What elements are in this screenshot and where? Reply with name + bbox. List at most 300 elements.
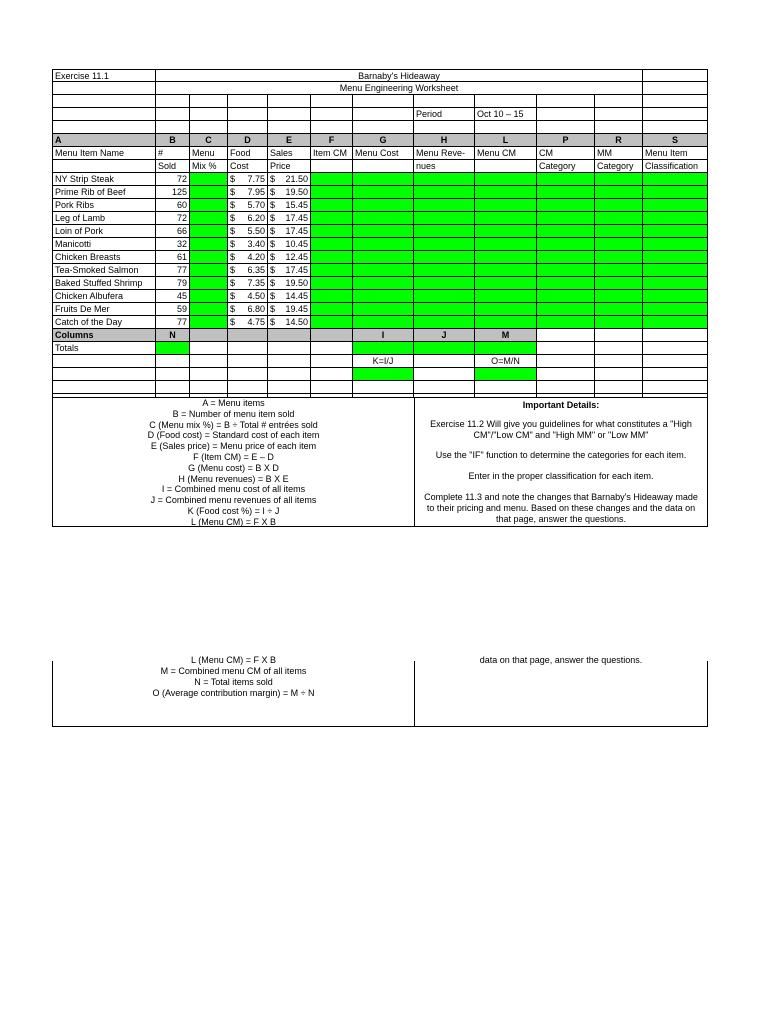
cm-category-cell [537, 199, 595, 212]
mm-category-cell [595, 316, 643, 329]
cell [268, 329, 311, 342]
currency-value: 14.45 [285, 291, 308, 301]
formula-legend-continued [52, 655, 415, 727]
cell [414, 95, 475, 108]
cm-category-cell [537, 186, 595, 199]
currency-symbol: $ [270, 304, 276, 314]
currency-value: 15.45 [285, 200, 308, 210]
currency-symbol: $ [270, 252, 276, 262]
currency-value: 7.75 [247, 174, 265, 184]
item-food-cost [228, 199, 268, 212]
item-cm-cell [311, 277, 353, 290]
menu-item-row [52, 290, 708, 303]
menu-cm-cell [475, 212, 537, 225]
item-cm-cell [311, 316, 353, 329]
item-sales-price [268, 238, 311, 251]
menu-item-row [52, 316, 708, 329]
menu-cm-cell [475, 238, 537, 251]
legend-line: J = Combined menu revenues of all items [150, 495, 317, 506]
cell [595, 368, 643, 381]
item-sold: 79 [156, 277, 190, 290]
menu-revenue-cell [414, 186, 475, 199]
menu-revenue-cell [414, 199, 475, 212]
details-title: Important Details: [522, 400, 600, 410]
cell [190, 342, 228, 355]
column-header: Item CM [311, 147, 353, 160]
cm-category-cell [537, 264, 595, 277]
menu-cm-cell [475, 264, 537, 277]
cell [475, 95, 537, 108]
item-name: Fruits De Mer [52, 303, 156, 316]
column-header [353, 160, 414, 173]
cell [268, 355, 311, 368]
cell [311, 329, 353, 342]
column-header: Classification [643, 160, 708, 173]
currency-symbol: $ [270, 278, 276, 288]
cell [228, 381, 268, 394]
currency-value: 4.20 [247, 252, 265, 262]
classification-cell [643, 277, 708, 290]
classification-cell [643, 316, 708, 329]
column-header: Category [537, 160, 595, 173]
legend-line: O (Average contribution margin) = M ÷ N [152, 687, 315, 698]
column-header: Sales [268, 147, 311, 160]
col-m: M [475, 329, 537, 342]
item-sold: 77 [156, 264, 190, 277]
item-food-cost [228, 277, 268, 290]
currency-value: 6.20 [247, 213, 265, 223]
cell [537, 368, 595, 381]
legend-line: K (Food cost %) = I ÷ J [187, 505, 280, 516]
menu-revenue-cell [414, 264, 475, 277]
columns-label: Columns [52, 329, 156, 342]
cell [156, 121, 190, 134]
menu-item-row [52, 199, 708, 212]
blank-row [52, 95, 708, 108]
columns-row [52, 329, 708, 342]
formula-legend [52, 397, 415, 527]
menu-revenue-cell [414, 277, 475, 290]
menu-item-row [52, 303, 708, 316]
menu-cost-cell [353, 225, 414, 238]
menu-item-row [52, 212, 708, 225]
column-header: nues [414, 160, 475, 173]
menu-mix-cell [190, 251, 228, 264]
currency-symbol: $ [230, 304, 236, 314]
cell [190, 381, 228, 394]
legend-line-clipped: L (Menu CM) = F X B [191, 655, 276, 665]
cell [595, 381, 643, 394]
mm-category-cell [595, 290, 643, 303]
menu-cost-cell [353, 264, 414, 277]
totals-label: Totals [52, 342, 156, 355]
menu-cost-cell [353, 316, 414, 329]
item-food-cost [228, 303, 268, 316]
column-letter: F [311, 134, 353, 147]
column-header: Menu Item Name [52, 147, 156, 160]
cell [353, 108, 414, 121]
period-value: Oct 10 – 15 [475, 108, 537, 121]
column-header: Menu Cost [353, 147, 414, 160]
cell [268, 368, 311, 381]
item-cm-cell [311, 186, 353, 199]
menu-item-row [52, 264, 708, 277]
column-header: Category [595, 160, 643, 173]
menu-mix-cell [190, 238, 228, 251]
item-sales-price [268, 264, 311, 277]
currency-value: 21.50 [285, 174, 308, 184]
menu-cost-cell [353, 290, 414, 303]
menu-item-row [52, 186, 708, 199]
currency-symbol: $ [270, 291, 276, 301]
cell [156, 108, 190, 121]
currency-value: 10.45 [285, 239, 308, 249]
cell [595, 95, 643, 108]
cell [311, 121, 353, 134]
cell [156, 95, 190, 108]
classification-cell [643, 251, 708, 264]
item-sales-price [268, 212, 311, 225]
cell [52, 121, 156, 134]
menu-revenue-cell [414, 173, 475, 186]
menu-mix-cell [190, 173, 228, 186]
important-details-continued [414, 655, 708, 727]
column-letter: G [353, 134, 414, 147]
item-food-cost [228, 173, 268, 186]
menu-cost-cell [353, 199, 414, 212]
cell [643, 342, 708, 355]
currency-symbol: $ [230, 187, 236, 197]
menu-mix-cell [190, 316, 228, 329]
currency-symbol: $ [270, 265, 276, 275]
cm-category-cell [537, 173, 595, 186]
details-paragraph-2: Use the "IF" function to determine the categories for each item. [435, 450, 687, 461]
classification-cell [643, 199, 708, 212]
cell [190, 355, 228, 368]
column-letter: C [190, 134, 228, 147]
currency-value: 19.45 [285, 304, 308, 314]
cell [643, 355, 708, 368]
column-header: Menu Item [643, 147, 708, 160]
currency-value: 17.45 [285, 213, 308, 223]
legend-line: L (Menu CM) = F X B [191, 516, 276, 527]
menu-cost-cell [353, 303, 414, 316]
item-cm-cell [311, 290, 353, 303]
menu-cost-cell [353, 212, 414, 225]
cell [52, 82, 156, 95]
currency-symbol: $ [270, 226, 276, 236]
column-header [311, 160, 353, 173]
item-name: Tea-Smoked Salmon [52, 264, 156, 277]
formula-result-row [52, 368, 708, 381]
column-letter: P [537, 134, 595, 147]
cm-category-cell [537, 316, 595, 329]
period-label: Period [414, 108, 475, 121]
item-sales-price [268, 316, 311, 329]
menu-mix-cell [190, 199, 228, 212]
column-header [52, 160, 156, 173]
legend-line: E (Sales price) = Menu price of each item [150, 441, 317, 452]
menu-cm-cell [475, 225, 537, 238]
menu-item-row [52, 225, 708, 238]
item-sales-price [268, 225, 311, 238]
cell [268, 108, 311, 121]
totals-row [52, 342, 708, 355]
currency-value: 4.50 [247, 291, 265, 301]
legend-line: H (Menu revenues) = B X E [178, 473, 289, 484]
item-cm-cell [311, 212, 353, 225]
currency-value: 17.45 [285, 265, 308, 275]
cell [228, 368, 268, 381]
worksheet-subtitle: Menu Engineering Worksheet [156, 82, 643, 95]
column-letter: R [595, 134, 643, 147]
menu-cm-cell [475, 316, 537, 329]
menu-revenue-cell [414, 303, 475, 316]
menu-cost-cell [353, 251, 414, 264]
total-revenue-cell [414, 342, 475, 355]
currency-symbol: $ [270, 200, 276, 210]
cell [643, 69, 708, 82]
column-letter: H [414, 134, 475, 147]
cell [537, 381, 595, 394]
item-food-cost [228, 225, 268, 238]
cell [228, 329, 268, 342]
item-sold: 66 [156, 225, 190, 238]
menu-revenue-cell [414, 212, 475, 225]
cm-category-cell [537, 238, 595, 251]
classification-cell [643, 212, 708, 225]
details-paragraph-4: Complete 11.3 and note the changes that Barnaby's Hideaway made to their pricing and menu. Based on these changes and the data on that page, answer the questions. [424, 491, 698, 524]
cell [595, 355, 643, 368]
menu-revenue-cell [414, 290, 475, 303]
legend-line: M = Combined menu CM of all items [160, 666, 307, 676]
menu-cost-cell [353, 173, 414, 186]
cell [537, 329, 595, 342]
column-header-row-1 [52, 147, 708, 160]
menu-revenue-cell [414, 251, 475, 264]
mm-category-cell [595, 173, 643, 186]
item-name: Baked Stuffed Shrimp [52, 277, 156, 290]
column-letter: E [268, 134, 311, 147]
currency-symbol: $ [230, 200, 236, 210]
cm-category-cell [537, 225, 595, 238]
currency-value: 5.50 [247, 226, 265, 236]
currency-symbol: $ [230, 265, 236, 275]
item-cm-cell [311, 173, 353, 186]
cell [414, 368, 475, 381]
cell [228, 121, 268, 134]
cell [268, 95, 311, 108]
item-cm-cell [311, 251, 353, 264]
cell [311, 381, 353, 394]
column-header: Cost [228, 160, 268, 173]
column-header: CM [537, 147, 595, 160]
item-name: Catch of the Day [52, 316, 156, 329]
cell [52, 95, 156, 108]
total-cm-cell [475, 342, 537, 355]
cell [228, 95, 268, 108]
legend-line: B = Number of menu item sold [172, 408, 295, 419]
classification-cell [643, 225, 708, 238]
menu-cm-cell [475, 173, 537, 186]
cell [52, 355, 156, 368]
cell [537, 342, 595, 355]
menu-mix-cell [190, 290, 228, 303]
column-letter: B [156, 134, 190, 147]
cell [190, 95, 228, 108]
currency-symbol: $ [230, 226, 236, 236]
legend-line: I = Combined menu cost of all items [161, 484, 306, 495]
o-formula: O=M/N [475, 355, 537, 368]
blank-row [52, 121, 708, 134]
formula-label-row [52, 355, 708, 368]
currency-value: 14.50 [285, 317, 308, 327]
col-j: J [414, 329, 475, 342]
menu-cost-cell [353, 186, 414, 199]
currency-value: 5.70 [247, 200, 265, 210]
legend-line: G (Menu cost) = B X D [188, 462, 279, 473]
currency-value: 4.75 [247, 317, 265, 327]
column-letter: D [228, 134, 268, 147]
item-sales-price [268, 173, 311, 186]
mm-category-cell [595, 264, 643, 277]
cell [414, 121, 475, 134]
cell [353, 381, 414, 394]
cell [190, 368, 228, 381]
item-sales-price [268, 277, 311, 290]
cell [595, 342, 643, 355]
cm-category-cell [537, 277, 595, 290]
currency-value: 6.35 [247, 265, 265, 275]
average-cm-cell [475, 368, 537, 381]
total-menu-cost-cell [353, 342, 414, 355]
menu-mix-cell [190, 225, 228, 238]
item-sold: 72 [156, 173, 190, 186]
item-cm-cell [311, 238, 353, 251]
classification-cell [643, 264, 708, 277]
cell [595, 108, 643, 121]
column-letter-row [52, 134, 708, 147]
currency-value: 7.95 [247, 187, 265, 197]
menu-item-row [52, 173, 708, 186]
period-row [52, 108, 708, 121]
item-sold: 32 [156, 238, 190, 251]
col-n: N [156, 329, 190, 342]
column-header: MM [595, 147, 643, 160]
item-sold: 77 [156, 316, 190, 329]
details-paragraph-1: Exercise 11.2 Will give you guidelines for what constitutes a "High CM"/"Low CM" and "High MM" or "Low MM" [430, 418, 692, 440]
cell [595, 329, 643, 342]
classification-cell [643, 186, 708, 199]
cell [643, 108, 708, 121]
column-header: Sold [156, 160, 190, 173]
cell [156, 368, 190, 381]
cell [537, 108, 595, 121]
exercise-label: Exercise 11.1 [52, 69, 156, 82]
cell [228, 342, 268, 355]
column-header: Mix % [190, 160, 228, 173]
currency-value: 12.45 [285, 252, 308, 262]
cell [268, 121, 311, 134]
blank-row [52, 381, 708, 394]
menu-item-row [52, 238, 708, 251]
cell [190, 108, 228, 121]
important-details [415, 397, 708, 527]
menu-cm-cell [475, 186, 537, 199]
item-sold: 45 [156, 290, 190, 303]
cell [353, 121, 414, 134]
menu-mix-cell [190, 277, 228, 290]
currency-symbol: $ [230, 239, 236, 249]
cell [643, 121, 708, 134]
cell [643, 329, 708, 342]
currency-symbol: $ [270, 317, 276, 327]
menu-item-row [52, 251, 708, 264]
menu-mix-cell [190, 303, 228, 316]
legend-line: N = Total items sold [194, 676, 273, 687]
cell [643, 368, 708, 381]
menu-revenue-cell [414, 225, 475, 238]
menu-mix-cell [190, 212, 228, 225]
subtitle-row [52, 82, 708, 95]
cell [228, 355, 268, 368]
menu-mix-cell [190, 264, 228, 277]
cell [475, 121, 537, 134]
currency-symbol: $ [270, 213, 276, 223]
currency-symbol: $ [270, 239, 276, 249]
mm-category-cell [595, 238, 643, 251]
legend-line: A = Menu items [202, 398, 265, 408]
item-sold: 59 [156, 303, 190, 316]
mm-category-cell [595, 277, 643, 290]
menu-revenue-cell [414, 316, 475, 329]
classification-cell [643, 238, 708, 251]
item-sales-price [268, 186, 311, 199]
cell [643, 95, 708, 108]
cell [643, 381, 708, 394]
item-name: Chicken Albufera [52, 290, 156, 303]
cell [156, 381, 190, 394]
item-sales-price [268, 290, 311, 303]
cell [353, 95, 414, 108]
cell [595, 121, 643, 134]
currency-symbol: $ [270, 187, 276, 197]
currency-value: 17.45 [285, 226, 308, 236]
currency-symbol: $ [230, 213, 236, 223]
item-sales-price [268, 199, 311, 212]
item-cm-cell [311, 264, 353, 277]
cell [311, 355, 353, 368]
cell [268, 342, 311, 355]
food-cost-percent-cell [353, 368, 414, 381]
item-name: Leg of Lamb [52, 212, 156, 225]
menu-mix-cell [190, 186, 228, 199]
cm-category-cell [537, 303, 595, 316]
column-header: Price [268, 160, 311, 173]
mm-category-cell [595, 225, 643, 238]
item-sold: 60 [156, 199, 190, 212]
column-letter: S [643, 134, 708, 147]
cell [228, 108, 268, 121]
details-line-clipped: data on that page, answer the questions. [479, 655, 643, 665]
col-i: I [353, 329, 414, 342]
cell [414, 381, 475, 394]
item-name: NY Strip Steak [52, 173, 156, 186]
cell [537, 95, 595, 108]
currency-value: 3.40 [247, 239, 265, 249]
cm-category-cell [537, 251, 595, 264]
item-sales-price [268, 303, 311, 316]
